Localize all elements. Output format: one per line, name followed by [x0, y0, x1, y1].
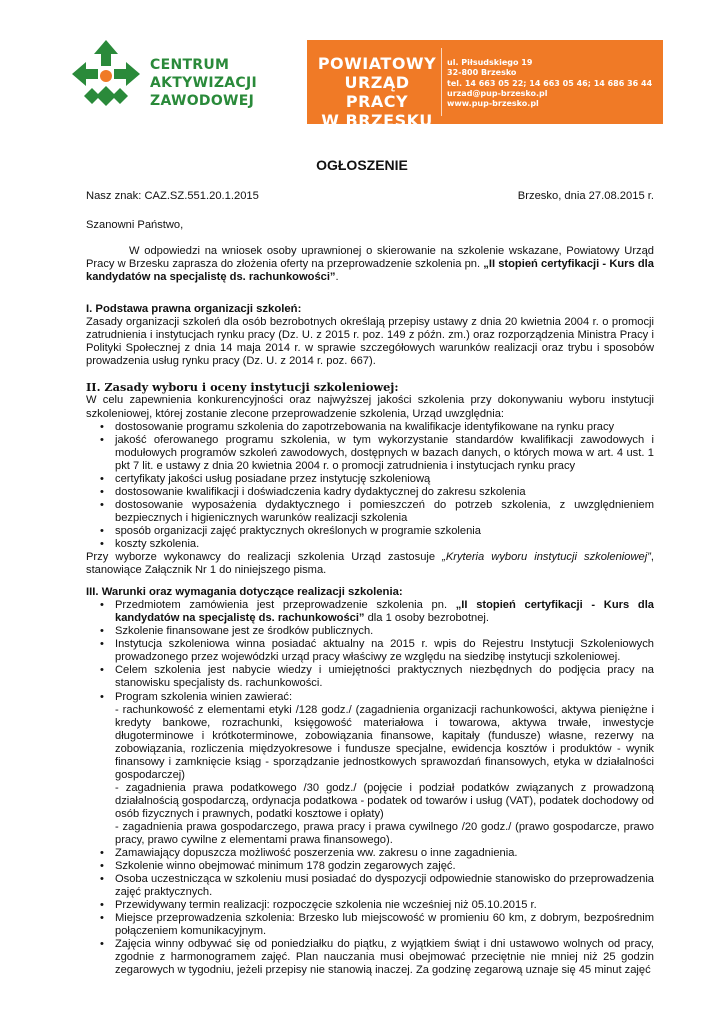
banner-divider — [441, 48, 442, 116]
list-item: • dostosowanie wyposażenia dydaktycznego i pomieszczeń do potrzeb szkolenia, z uwzględnieniem bezpiecznych i higienicznych warunków realizacji szkolenia — [86, 499, 654, 525]
header-banner — [307, 40, 663, 130]
section-3-title: III. Warunki oraz wymagania dotyczące realizacji szkolenia: — [86, 586, 403, 599]
program-topic: - zagadnienia prawa gospodarczego, prawa pracy i prawa cywilnego /20 godz./ (prawo gospodarcze, prawo pracy, prawo cywilne z elementami prawa finansowego). — [115, 820, 654, 847]
contact-website[interactable]: www.pup-brzesko.pl — [447, 99, 539, 109]
contact-city: 32-800 Brzesko — [447, 68, 517, 78]
spacer — [86, 284, 654, 303]
brand-name — [150, 56, 257, 110]
course-name: „II stopień certyfikacji - Kurs dla kandydatów na specjalistę ds. rachunkowości” — [86, 258, 654, 284]
outro-text-end: , stanowiące Załącznik Nr 1 do niniejszego pisma. — [86, 551, 654, 577]
brand-line-1: CENTRUM — [150, 57, 230, 73]
list-item: • koszty szkolenia. — [86, 538, 654, 551]
brand-line-3: ZAWODOWEJ — [150, 93, 255, 109]
banner-title-line-3: W BRZESKU — [321, 111, 433, 130]
item-text-end: dla 1 osoby bezrobotnej. — [364, 612, 490, 625]
outro-text: Przy wyborze wykonawcy do realizacji szkolenia Urząd zastosuje — [86, 551, 443, 564]
banner-title — [317, 54, 437, 130]
section-1-title: I. Podstawa prawna organizacji szkoleń: — [86, 303, 302, 316]
intro-text: W odpowiedzi na wniosek osoby uprawnionej o skierowanie na szkolenie wskazane, Powiatowy Urząd Pracy w Brzesku zaprasza do złożenia oferty na przeprowadzenie szkolenia pn. — [86, 245, 654, 271]
criteria-list — [86, 421, 654, 551]
list-item: • dostosowanie programu szkolenia do zapotrzebowania na kwalifikacje identyfikowane na rynku pracy — [86, 421, 654, 434]
list-item: • certyfikaty jakości usług posiadane przez instytucję szkoleniową — [86, 473, 654, 486]
list-item: • Zamawiający dopuszcza możliwość poszerzenia ww. zakresu o inne zagadnienia. — [86, 847, 654, 860]
reference-number: Nasz znak: CAZ.SZ.551.20.1.2015 — [86, 190, 259, 202]
intro-paragraph — [86, 245, 654, 284]
caz-logo-icon — [70, 38, 142, 110]
list-item: • jakość oferowanego programu szkolenia, w tym wykorzystanie standardów kwalifikacji zawodowych i modułowych programów szkoleń zawodowych, dostępnych w bazach danych, o których mowa w art. 4 ust. 1 pkt 7 lit. e ustawy z dnia 20 kwietnia 2004 r. o promocji zatrudnienia i instytucjach rynku pracy — [86, 434, 654, 473]
program-topic: - rachunkowość z elementami etyki /128 godz./ (zagadnienia organizacji rachunkowości, aktywa pieniężne i kredyty bankowe, rozrachunki, księgowość materiałowa i towarowa, aktywa trwałe, inwestycje długoterminowe i krótkoterminowe, zobowiązania finansowe, kapitały (fundusze) własne, rezerwy na zobowiązania, rozliczenia międzyokresowe i fundusze specjalne, ewidencja kosztów i produktów - wynik finansowy i zamknięcie ksiąg - sporządzanie jednostkowych sprawozdań finansowych, etyka w działalności gospodarczej) — [115, 703, 654, 781]
section-2-title: II. Zasady wyboru i oceny instytucji szkoleniowej: — [86, 380, 399, 395]
brand-line-2: AKTYWIZACJI — [150, 75, 258, 91]
contact-email[interactable]: urzad@pup-brzesko.pl — [447, 88, 548, 98]
item-text: Program szkolenia winien zawierać: — [115, 690, 293, 703]
list-item — [86, 599, 654, 625]
list-item: • Zajęcia winny odbywać się od poniedziałku do piątku, z wyjątkiem świąt i dni ustawowo wolnych od pracy, zgodnie z harmonogramem zajęć. Plan nauczania musi obejmować przeciętnie nie mniej niż 25 godzin zegarowych w tygodniu, jeżeli przepisy nie stanowią inaczej. Za godzinę zegarową uznaje się 45 minut zajęć — [86, 938, 654, 977]
contact-street: ul. Piłsudskiego 19 — [447, 58, 533, 67]
banner-title-line-2: URZĄD PRACY — [344, 73, 410, 111]
banner-title-line-1: POWIATOWY — [317, 54, 437, 73]
document-body — [86, 219, 654, 978]
conditions-list — [86, 599, 654, 977]
list-item: • Szkolenie finansowane jest ze środków publicznych. — [86, 625, 654, 638]
list-item: • Celem szkolenia jest nabycie wiedzy i umiejętności praktycznych niezbędnych do podjęcia pracy na stanowisku specjalisty ds. rachunkowości. — [86, 664, 654, 690]
contact-block — [447, 58, 652, 109]
document-title: OGŁOSZENIE — [316, 157, 408, 173]
program-topic: - zagadnienia prawa podatkowego /30 godz./ (pojęcie i podział podatków związanych z prowadzoną działalnością gospodarczą, ordynacja podatkowa - podatek od towarów i usług (VAT), podatek dochodowy od osób fizycznych i prawnych, podatki kosztowe i opłaty) — [115, 781, 654, 820]
intro-end: . — [335, 271, 339, 284]
item-text: Przedmiotem zamówienia jest przeprowadzenie szkolenia pn. — [115, 599, 456, 612]
list-item: • dostosowanie kwalifikacji i doświadczenia kadry dydaktycznej do zakresu szkolenia — [86, 486, 654, 499]
list-item: • Szkolenie winno obejmować minimum 178 godzin zegarowych zajęć. — [86, 860, 654, 873]
contact-phone: tel. 14 663 05 22; 14 663 05 46; 14 686 36 44 — [447, 78, 653, 88]
spacer — [86, 577, 654, 586]
criteria-document-name: „Kryteria wyboru instytucji szkoleniowej” — [442, 551, 651, 564]
list-item — [86, 691, 654, 848]
section-2-intro: W celu zapewnienia konkurencyjności oraz najwyższej jakości szkolenia przy dokonywaniu wyboru instytucji szkoleniowej, której zostanie zlecone przeprowadzenie szkolenia, Urząd uwzględnia: — [86, 394, 654, 420]
list-item: • Przewidywany termin realizacji: rozpoczęcie szkolenia nie wcześniej niż 05.10.2015 r. — [86, 899, 654, 912]
greeting: Szanowni Państwo, — [86, 219, 184, 231]
course-name: „II stopień certyfikacji - Kurs dla kandydatów na specjalistę ds. rachunkowości” — [115, 599, 654, 625]
section-2-outro — [86, 551, 654, 577]
list-item: • sposób organizacji zajęć praktycznych określonych w programie szkolenia — [86, 525, 654, 538]
list-item: • Instytucja szkoleniowa winna posiadać aktualny na 2015 r. wpis do Rejestru Instytucji Szkoleniowych prowadzonego przez wojewódzki urząd pracy właściwy ze względu na siedzibę instytucji szkoleniowej. — [86, 638, 654, 664]
list-item: • Miejsce przeprowadzenia szkolenia: Brzesko lub miejscowość w promieniu 60 km, z dobrym, bezpośrednim połączeniem komunikacyjnym. — [86, 912, 654, 938]
list-item: • Osoba uczestnicząca w szkoleniu musi posiadać do dyspozycji odpowiednie stanowisko do przeprowadzenia zajęć praktycznych. — [86, 873, 654, 899]
section-1-text: Zasady organizacji szkoleń dla osób bezrobotnych określają przepisy ustawy z dnia 20 kwietnia 2004 r. o promocji zatrudnienia i instytucjach rynku pracy (Dz. U. z 2015 r. poz. 149 z późn. zm.) oraz rozporządzenia Ministra Pracy i Polityki Społecznej z dnia 14 maja 2014 r. w sprawie szczegółowych warunków realizacji oraz trybu i sposobów prowadzenia usług rynku pracy (Dz. U. z 2014 r. poz. 667). — [86, 316, 654, 368]
date-line: Brzesko, dnia 27.08.2015 r. — [517, 190, 654, 202]
